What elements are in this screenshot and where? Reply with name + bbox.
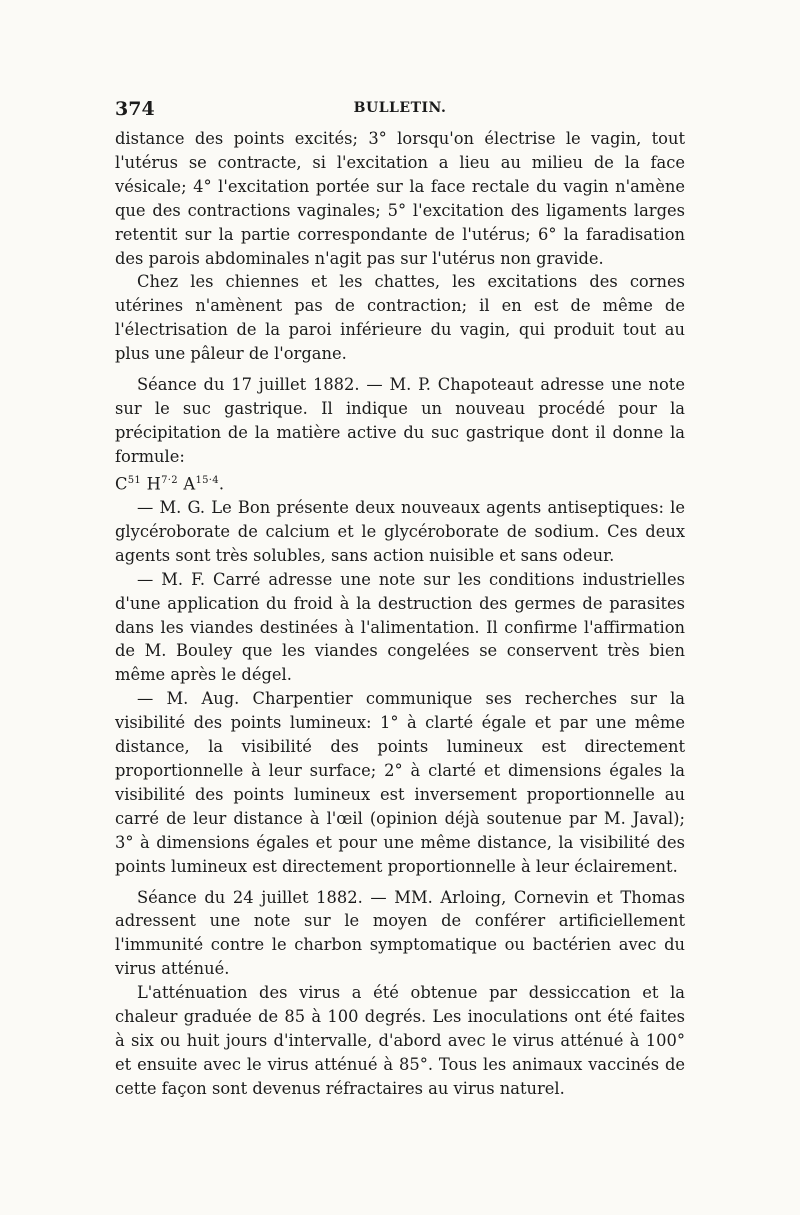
paragraph-seance-24-juillet: Séance du 24 juillet 1882. — MM. Arloing, Cornevin et Thomas adressent une note sur le moyen de conférer artificiellement l'immunité contre le charbon symptomatique ou bactérien avec du virus atténué. xyxy=(115,887,685,979)
running-title: BULLETIN. xyxy=(353,100,447,116)
formula-c: C xyxy=(115,474,128,494)
formula-h-sub: 7·2 xyxy=(161,474,178,486)
paragraph-charpentier: — M. Aug. Charpentier communique ses recherches sur la visibilité des points lumineux: 1° à clarté égale et par une même distance, la visibilité des points lumineux est directement proportionnelle à leur surface; 2° à clarté et dimensions égales la visibilité des points lumineux est inversement proportionnelle au carré de leur distance à l'œil (opinion déjà soutenue par M. Javal); 3° à dimensions égales et pour une même distance, la visibilité des points lumineux est directement proportionnelle à leur éclairement. xyxy=(115,689,685,876)
formula-h: H xyxy=(146,474,162,494)
formula-a-sub: 15·4 xyxy=(195,474,219,486)
paragraph-le-bon: — M. G. Le Bon présente deux nouveaux agents antiseptiques: le glycéroborate de calcium et le glycéroborate de sodium. Ces deux agents sont très solubles, sans action nuisible et sans odeur. xyxy=(115,498,685,565)
formula-a: A xyxy=(183,474,196,494)
chemical-formula xyxy=(115,469,685,496)
paragraph-attenuation: L'atténuation des virus a été obtenue par dessiccation et la chaleur graduée de 85 à 100 degrés. Les inoculations ont été faites à six ou huit jours d'intervalle, d'abord avec le virus atténué à 100° et ensuite avec le virus atténué à 85°. Tous les animaux vaccinés de cette façon sont devenus réfractaires au virus naturel. xyxy=(115,983,685,1098)
page-header xyxy=(115,98,685,122)
formula-c-sub: 51 xyxy=(127,474,142,486)
formula-end: . xyxy=(218,474,225,494)
paragraph-carre: — M. F. Carré adresse une note sur les conditions industrielles d'une application du froid à la destruction des germes de parasites dans les viandes destinées à l'alimentation. Il confirme l'affirmation de M. Bouley que les viandes congelées se conservent très bien même après le dégel. xyxy=(115,569,685,685)
paragraph-continued: distance des points excités; 3° lorsqu'on électrise le vagin, tout l'utérus se contracte, si l'excitation a lieu au milieu de la face vésicale; 4° l'excitation portée sur la face rectale du vagin n'amène que des contractions vaginales; 5° l'excitation des ligaments larges retentit sur la partie correspondante de l'utérus; 6° la faradisation des parois abdominales n'agit pas sur l'utérus non gravide. xyxy=(115,129,685,268)
page-body xyxy=(115,127,685,1101)
seance-17-text: Séance du 17 juillet 1882. — M. P. Chapoteaut adresse une note sur le suc gastrique. Il indique un nouveau procédé pour la précipitation de la matière active du suc gastrique dont il donne la formule: xyxy=(115,375,685,466)
paragraph-chiennes: Chez les chiennes et les chattes, les excitations des cornes utérines n'amènent pas de contraction; il en est de même de l'électrisation de la paroi inférieure du vagin, qui produit tout au plus une pâleur de l'organe. xyxy=(115,272,685,364)
paragraph-seance-17-juillet xyxy=(115,373,685,469)
page-number: 374 xyxy=(115,98,155,120)
